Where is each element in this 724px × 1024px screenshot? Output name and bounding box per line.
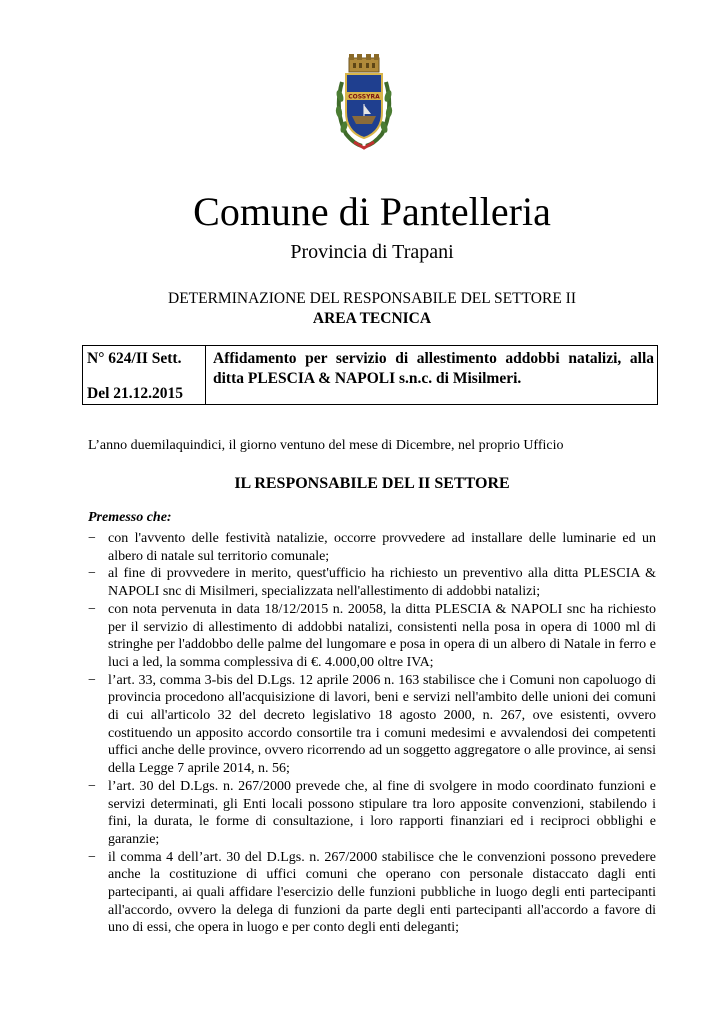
- list-item-text: al fine di provvedere in merito, quest'ufficio ha richiesto un preventivo alla ditta PLESCIA & NAPOLI snc di Misilmeri, specializzata nell'allestimento di addobbi natalizi;: [108, 566, 656, 600]
- box-divider: [205, 346, 206, 404]
- list-item: [88, 672, 656, 778]
- section-heading: IL RESPONSABILE DEL II SETTORE: [234, 475, 510, 492]
- bullet-dash-icon: −: [88, 566, 96, 582]
- area-heading: AREA TECNICA: [312, 310, 432, 327]
- list-item-text: con l'avvento delle festività natalizie, occorre provvedere ad installare delle luminarie ed un albero di natale sul territorio comunale;: [108, 531, 656, 564]
- list-item-text: l’art. 30 del D.Lgs. n. 267/2000 prevede che, al fine di svolgere in modo coordinato funzioni e servizi determinati, gli Enti locali possono stipulare tra loro apposite convenzioni, stabilendo i fini, la durata, le forme di consultazione, i loro rapporti finanziari ed i reciproci obblighi e garanzie;: [108, 778, 656, 847]
- list-item: [88, 778, 656, 849]
- list-item-text: l’art. 33, comma 3-bis del D.Lgs. 12 aprile 2006 n. 163 stabilisce che i Comuni non capoluogo di provincia procedono all'acquisizione di lavori, beni e servizi nell'ambito delle unioni dei comuni di cui all'articolo 32 del decreto legislativo 18 agosto 2000, n. 267, ove esistenti, ovvero costituendo un apposito accordo consortile tra i comuni medesimi e avvalendosi dei competenti uffici anche delle province, ovvero ricorrendo ad un soggetto aggregatore o alle province, ai sensi della Legge 7 aprile 2014, n. 56;: [108, 672, 656, 777]
- list-item-text: con nota pervenuta in data 18/12/2015 n. 20058, la ditta PLESCIA & NAPOLI snc ha richiesto per il servizio di allestimento di addobbi natalizi, consistenti nella posa in opera di 1000 ml di stringhe per l'addobbo delle palme del lungomare e posa in opera di un albero di Natale in ferro e luci a led, la somma complessiva di €. 4.000,00 oltre IVA;: [108, 601, 656, 670]
- bullet-dash-icon: −: [88, 601, 96, 617]
- municipal-crest-icon: [332, 52, 396, 154]
- list-item: [88, 530, 656, 565]
- premises-list: [88, 530, 656, 937]
- determination-subject: Affidamento per servizio di allestimento addobbi natalizi, alla ditta PLESCIA & NAPOLI s.n.c. di Misilmeri.: [213, 350, 654, 387]
- determination-heading: DETERMINAZIONE DEL RESPONSABILE DEL SETTORE II: [168, 290, 576, 307]
- list-item: [88, 565, 656, 600]
- page-subtitle: Provincia di Trapani: [290, 241, 454, 263]
- premesso-label: Premesso che:: [88, 510, 172, 525]
- intro-paragraph: L’anno duemilaquindici, il giorno ventuno del mese di Dicembre, nel proprio Ufficio: [88, 438, 564, 453]
- determination-number: N° 624/II Sett.: [87, 350, 182, 367]
- bullet-dash-icon: −: [88, 849, 96, 865]
- bullet-dash-icon: −: [88, 672, 96, 688]
- crest-label: COSSYRA: [348, 93, 380, 101]
- page-title: Comune di Pantelleria: [193, 189, 551, 234]
- list-item-text: il comma 4 dell’art. 30 del D.Lgs. n. 267/2000 stabilisce che le convenzioni possono prevedere anche la costituzione di uffici comuni che operano con personale distaccato dagli enti partecipanti, ai quali affidare l'esercizio delle funzioni pubbliche in luogo degli enti partecipanti all'accordo, ovvero la delega di funzioni da parte degli enti partecipanti all'accordo a favore di uno di essi, che opera in luogo e per conto degli enti deleganti;: [108, 849, 656, 936]
- list-item: [88, 601, 656, 672]
- bullet-dash-icon: −: [88, 531, 96, 546]
- determination-date: Del 21.12.2015: [87, 385, 184, 402]
- determination-box: [82, 345, 658, 405]
- bullet-dash-icon: −: [88, 778, 96, 794]
- list-item: [88, 849, 656, 938]
